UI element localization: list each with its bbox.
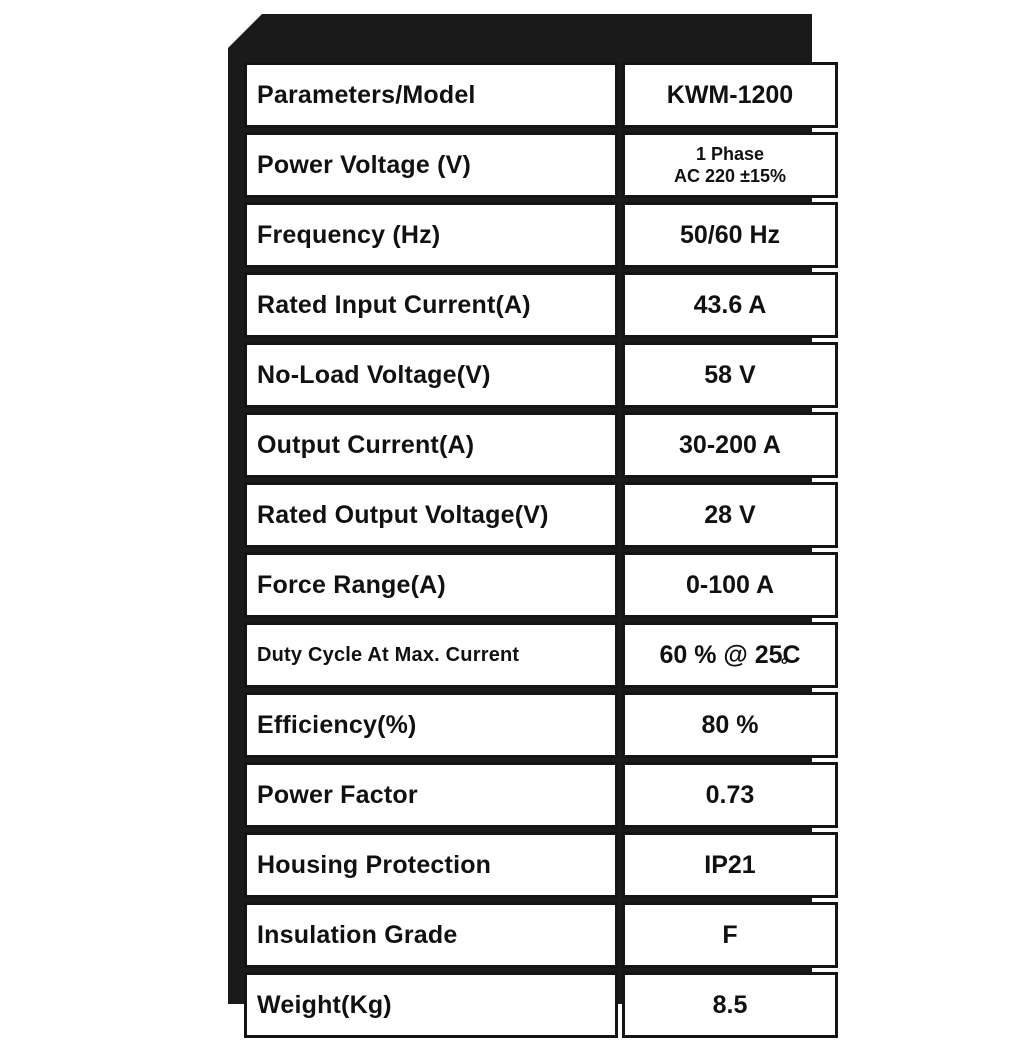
table-row <box>244 832 838 898</box>
row-parameter: Power Voltage (V) <box>244 132 618 198</box>
row-value-line-2: AC 220 ±15% <box>674 166 786 186</box>
table-row <box>244 762 838 828</box>
row-parameter: Output Current(A) <box>244 412 618 478</box>
table-row <box>244 132 838 198</box>
row-parameter: Frequency (Hz) <box>244 202 618 268</box>
row-parameter: Rated Input Current(A) <box>244 272 618 338</box>
row-value: 80 % <box>622 692 838 758</box>
row-parameter: Duty Cycle At Max. Current <box>244 622 618 688</box>
table-row <box>244 342 838 408</box>
table-row <box>244 272 838 338</box>
row-value: 50/60 Hz <box>622 202 838 268</box>
row-value: IP21 <box>622 832 838 898</box>
row-value: 0.73 <box>622 762 838 828</box>
table-row <box>244 972 838 1038</box>
row-parameter: Weight(Kg) <box>244 972 618 1038</box>
row-value: 58 V <box>622 342 838 408</box>
row-parameter: Power Factor <box>244 762 618 828</box>
spec-table-body <box>244 62 838 1038</box>
table-row <box>244 202 838 268</box>
row-parameter: Efficiency(%) <box>244 692 618 758</box>
row-parameter: Insulation Grade <box>244 902 618 968</box>
row-parameter: Housing Protection <box>244 832 618 898</box>
table-row <box>244 692 838 758</box>
row-parameter: Force Range(A) <box>244 552 618 618</box>
row-value: F <box>622 902 838 968</box>
row-value-line-1: 1 Phase <box>695 143 765 164</box>
row-value: 43.6 A <box>622 272 838 338</box>
row-value: 28 V <box>622 482 838 548</box>
table-row <box>244 412 838 478</box>
table-row <box>244 482 838 548</box>
specification-table <box>240 58 842 1042</box>
table-row <box>244 902 838 968</box>
row-value: 8.5 <box>622 972 838 1038</box>
table-header-row <box>244 62 838 128</box>
table-row <box>244 552 838 618</box>
header-model-label: KWM-1200 <box>622 62 838 128</box>
row-value <box>622 622 838 688</box>
row-value-prefix: 60 % @ 25 <box>659 640 783 669</box>
row-value-suffix: C <box>782 640 801 669</box>
header-parameter-label: Parameters/Model <box>244 62 618 128</box>
row-value: 30-200 A <box>622 412 838 478</box>
row-parameter: Rated Output Voltage(V) <box>244 482 618 548</box>
table-row <box>244 622 838 688</box>
row-parameter: No-Load Voltage(V) <box>244 342 618 408</box>
row-value <box>622 132 838 198</box>
row-value: 0-100 A <box>622 552 838 618</box>
